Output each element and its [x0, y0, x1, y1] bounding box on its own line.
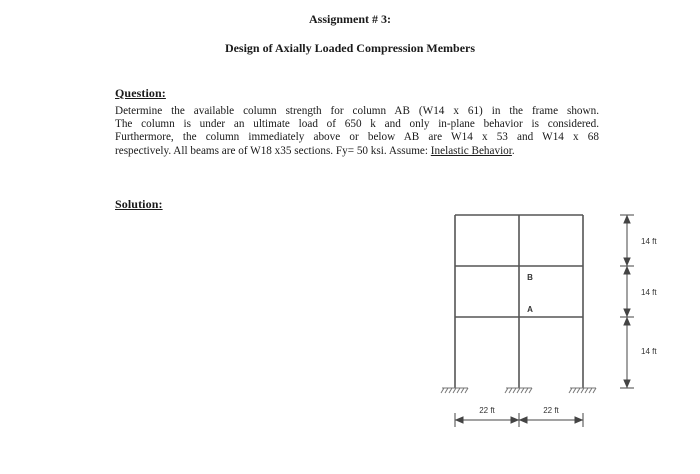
story-height-label-middle: 14 ft	[641, 288, 657, 297]
support-left	[441, 388, 468, 393]
node-b-label: B	[527, 273, 533, 282]
dim-arrow-icon	[624, 216, 630, 223]
end-punctuation: .	[511, 144, 515, 157]
story-height-label-bottom: 14 ft	[641, 347, 657, 356]
dim-arrow-icon	[624, 380, 630, 387]
question-heading: Question:	[115, 86, 166, 100]
assumption-text: Inelastic Behavior	[430, 144, 512, 157]
solution-heading: Solution:	[115, 197, 163, 211]
dim-arrow-icon	[456, 417, 463, 423]
support-right	[569, 388, 596, 393]
bay-width-label-left: 22 ft	[479, 406, 495, 415]
question-line-2: The column is under an ultimate load of 650 k and only in-plane behavior is considered.	[115, 118, 599, 131]
node-a-label: A	[527, 305, 533, 314]
dim-arrow-icon	[575, 417, 582, 423]
frame-members	[455, 215, 583, 388]
bay-width-label-right: 22 ft	[543, 406, 559, 415]
story-height-label-top: 14 ft	[641, 237, 657, 246]
width-dimension	[455, 413, 583, 427]
question-line-1: Determine the available column strength for column AB (W14 x 61) in the frame shown.	[115, 105, 599, 117]
question-line-3: Furthermore, the column immediately above or below AB are W14 x 53 and W14 x 68	[115, 131, 599, 144]
base-supports	[441, 388, 596, 393]
support-middle	[505, 388, 532, 393]
dim-arrow-icon	[624, 258, 630, 265]
dim-arrow-icon	[624, 318, 630, 325]
subject-title: Design of Axially Loaded Compression Members	[224, 41, 476, 55]
dim-arrow-icon	[624, 267, 630, 274]
height-dimension	[620, 215, 634, 388]
dim-arrow-icon	[511, 417, 518, 423]
assignment-title: Assignment # 3:	[308, 12, 391, 26]
question-line-4-text: respectively. All beams are of W18 x35 sections. Fy= 50 ksi. Assume:	[115, 144, 431, 157]
dim-arrow-icon	[520, 417, 527, 423]
dim-arrow-icon	[624, 309, 630, 316]
